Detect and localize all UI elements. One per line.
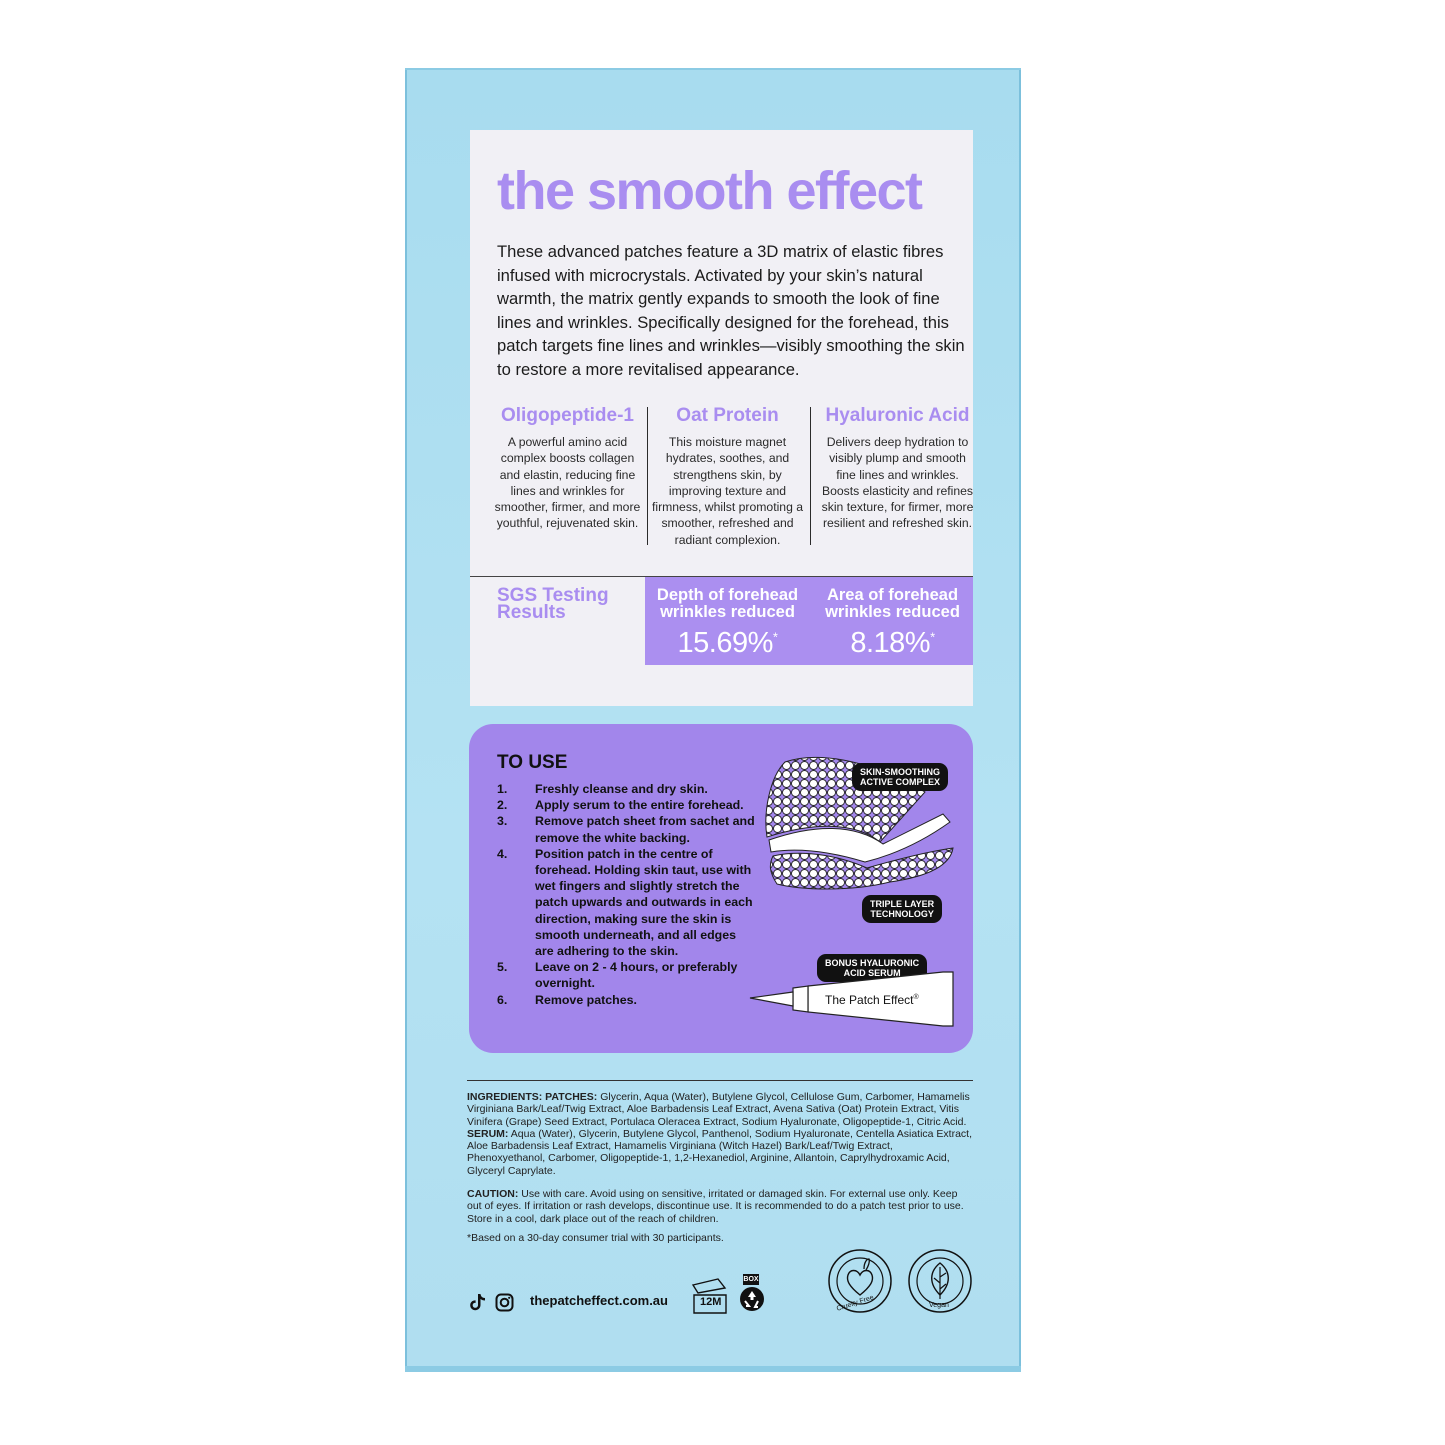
- ingredient-column-oligopeptide: [490, 405, 645, 532]
- sgs-area-value-wrap: [810, 627, 975, 660]
- ingredients-text: [467, 1091, 973, 1177]
- tag-line: ACID SERUM: [843, 968, 901, 978]
- sgs-area-result: [810, 587, 975, 660]
- step-item: [497, 797, 757, 813]
- ingredient-column-oat-protein: [650, 405, 805, 548]
- step-item: [497, 813, 757, 845]
- instagram-icon[interactable]: [495, 1293, 514, 1312]
- ingredient-title: Hyaluronic Acid: [825, 405, 970, 426]
- cruelty-free-label: Cruelty Free: [835, 1294, 875, 1313]
- tag-line: TECHNOLOGY: [870, 909, 934, 919]
- sgs-depth-value: 15.69%: [677, 627, 773, 659]
- tube-brand-text: The Patch Effect: [825, 993, 914, 1007]
- ingredient-text: Delivers deep hydration to visibly plump and smooth fine lines and wrinkles. Boosts elasticity and refines skin texture, for firmer, more resilient and refreshed skin.: [821, 435, 974, 531]
- box-bottom-edge: [405, 1366, 1021, 1372]
- footnote: *Based on a 30-day consumer trial with 30 participants.: [467, 1232, 724, 1244]
- to-use-steps: [497, 781, 757, 1008]
- column-divider: [647, 407, 648, 545]
- ingredient-text: This moisture magnet hydrates, soothes, and strengthens skin, by improving texture and firmness, whilst promoting a smoother, refreshed and radiant complexion.: [651, 435, 804, 547]
- step-item: [497, 992, 757, 1008]
- tag-line: BONUS HYALURONIC: [825, 958, 920, 968]
- step-item: [497, 846, 757, 959]
- serum-label: SERUM:: [467, 1127, 509, 1140]
- step-number: 6.: [497, 992, 508, 1007]
- ingredients-label: INGREDIENTS: PATCHES:: [467, 1091, 598, 1103]
- step-text: Remove patches.: [535, 992, 637, 1007]
- step-text: Freshly cleanse and dry skin.: [535, 782, 708, 796]
- caution-text: [467, 1188, 973, 1225]
- tag-triple-layer: [862, 895, 942, 923]
- ingredient-column-hyaluronic: [820, 405, 975, 532]
- pao-label: 12M: [700, 1296, 722, 1308]
- sgs-label: SGS Testing Results: [497, 585, 609, 623]
- product-description: These advanced patches feature a 3D matrix of elastic fibres infused with microcrystals. Activated by your skin’s natural warmth, the matrix gently expands to smooth the look of fine lines and wrinkles. Specifically designed for the forehead, this patch targets fine lines and wrinkles—visibly smoothing the skin to restore a more revitalised appearance.: [497, 242, 965, 379]
- ingredient-title: Oligopeptide-1: [501, 405, 634, 426]
- registered-mark: ®: [913, 994, 919, 1001]
- step-number: 1.: [497, 782, 508, 796]
- column-divider: [810, 407, 811, 545]
- tag-line: ACTIVE COMPLEX: [860, 777, 941, 787]
- sgs-depth-value-wrap: [645, 627, 810, 660]
- recycle-icon: [738, 1286, 766, 1312]
- step-text: Position patch in the centre of forehead. Holding skin taut, use with wet fingers and slightly stretch the patch upwards and outwards in each direction, making sure the skin is smooth underneath, and all edges are adhering to the skin.: [535, 846, 753, 959]
- asterisk: *: [930, 629, 935, 645]
- patch-ingredients: Glycerin, Aqua (Water), Butylene Glycol, Cellulose Gum, Carbomer, Hamamelis Virginiana Bark/Leaf/Twig Extract, Aloe Barbadensis Leaf Extract, Avena Sativa (Oat) Protein Extract, Vitis Vinifera (Grape) Seed Extract, Portulaca Oleracea Extract, Sodium Hyaluronate, Oligopeptide-1, Citric Acid.: [467, 1091, 970, 1128]
- step-number: 2.: [497, 798, 508, 813]
- sgs-area-label: Area of forehead wrinkles reduced: [825, 586, 960, 621]
- step-text: Apply serum to the entire forehead.: [535, 798, 744, 813]
- sgs-depth-label: Depth of forehead wrinkles reduced: [656, 586, 799, 621]
- step-text: Remove patch sheet from sachet and remove the white backing.: [535, 814, 755, 845]
- ingredient-text: A powerful amino acid complex boosts collagen and elastin, reducing fine lines and wrinkles for smoother, firmer, and more youthful, rejuvenated skin.: [494, 435, 641, 531]
- step-item: [497, 781, 757, 797]
- step-number: 4.: [497, 846, 508, 861]
- product-title: the smooth effect: [497, 161, 922, 221]
- step-number: 3.: [497, 814, 508, 829]
- website-link[interactable]: thepatcheffect.com.au: [530, 1293, 668, 1308]
- sgs-depth-result: [645, 587, 810, 660]
- to-use-title: TO USE: [497, 752, 568, 773]
- caution-label: CAUTION:: [467, 1188, 519, 1200]
- tag-line: SKIN-SMOOTHING: [860, 767, 940, 777]
- tube-brand: [825, 993, 919, 1007]
- tag-line: TRIPLE LAYER: [870, 899, 935, 909]
- step-number: 5.: [497, 960, 508, 975]
- ingredient-title: Oat Protein: [676, 405, 779, 426]
- step-text: Leave on 2 - 4 hours, or preferably overnight.: [535, 960, 738, 991]
- ingredients-divider: [467, 1080, 973, 1081]
- vegan-label: Vegan: [929, 1302, 949, 1309]
- box-label: BOX: [743, 1276, 759, 1283]
- serum-ingredients: Aqua (Water), Glycerin, Butylene Glycol, Panthenol, Sodium Hyaluronate, Centella Asiatica Extract, Aloe Barbadensis Leaf Extract, Hamamelis Virginiana (Witch Hazel) Bark/Leaf/Twig Extract, Phenoxyethanol, Carbomer, Oligopeptide-1, 1,2-Hexanediol, Arginine, Allantoin, Caprylhydroxamic Acid, Glyceryl Caprylate.: [467, 1127, 973, 1177]
- caution-body: Use with care. Avoid using on sensitive, irritated or damaged skin. For external use only. Keep out of eyes. If irritation or rash develops, discontinue use. It is recommended to do a patch test prior to use. Store in a cool, dark place out of the reach of children.: [467, 1188, 964, 1225]
- step-item: [497, 959, 757, 991]
- asterisk: *: [772, 629, 778, 645]
- sgs-area-value: 8.18%: [850, 627, 931, 659]
- tag-active-complex: [852, 763, 948, 791]
- tiktok-icon[interactable]: [468, 1293, 486, 1311]
